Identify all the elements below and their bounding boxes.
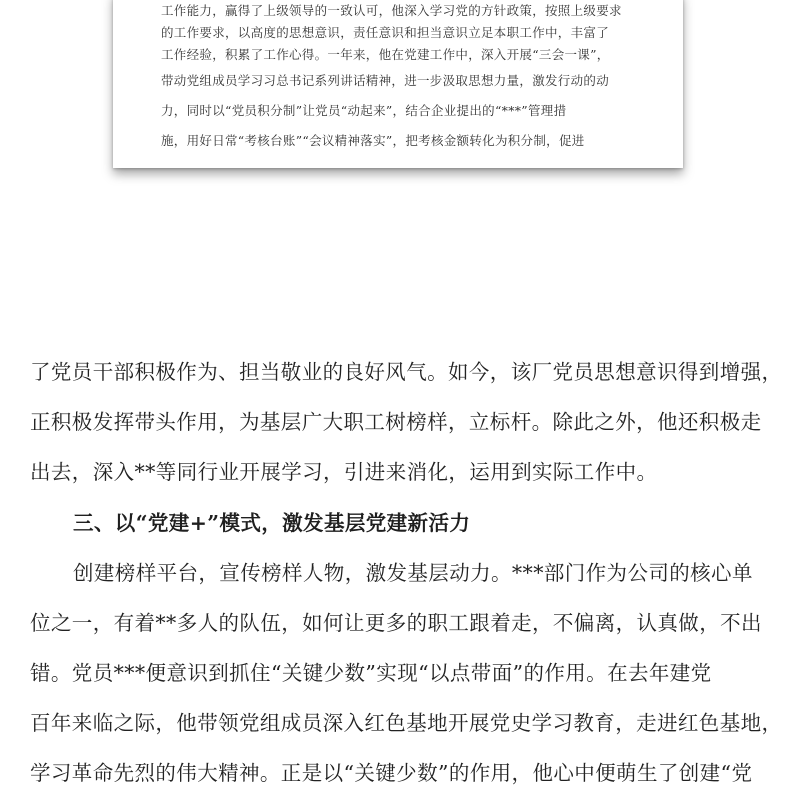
- paragraph-line: 学习革命先烈的伟大精神。正是以“关键少数”的作用，他心中便萌生了创建“党: [30, 761, 753, 785]
- section-heading: 三、以“党建+”模式，激发基层党建新活力: [73, 511, 471, 535]
- thumbnail-line: 的工作要求，以高度的思想意识，责任意识和担当意识立足本职工作中，丰富了: [161, 25, 610, 40]
- paragraph-line: 出去，深入**等同行业开展学习，引进来消化，运用到实际工作中。: [30, 460, 658, 484]
- paragraph-line: 百年来临之际，他带领党组成员深入红色基地开展党史学习教育，走进红色基地，: [30, 711, 783, 735]
- paragraph-line: 位之一，有着**多人的队伍，如何让更多的职工跟着走，不偏离，认真做，不出: [30, 611, 762, 635]
- document-thumbnail: [113, 0, 683, 168]
- thumbnail-line: 施，用好日常“考核台账”“会议精神落实”，把考核金额转化为积分制，促进: [161, 133, 585, 148]
- thumbnail-line: 力，同时以“党员积分制”让党员“动起来”，结合企业提出的“***”管理措: [161, 103, 567, 118]
- paragraph-line: 创建榜样平台，宣传榜样人物，激发基层动力。***部门作为公司的核心单: [73, 561, 753, 585]
- paragraph-line: 了党员干部积极作为、担当敬业的良好风气。如今，该厂党员思想意识得到增强，: [30, 360, 783, 384]
- paragraph-line: 正积极发挥带头作用，为基层广大职工树榜样，立标杆。除此之外，他还积极走: [30, 410, 762, 434]
- thumbnail-line: 工作经验，积累了工作心得。一年来，他在党建工作中，深入开展“三会一课”，: [161, 47, 610, 62]
- thumbnail-line: 带动党组成员学习习总书记系列讲话精神，进一步汲取思想力量，激发行动的动: [161, 73, 610, 88]
- thumbnail-line: 工作能力，赢得了上级领导的一致认可，他深入学习党的方针政策，按照上级要求: [161, 3, 622, 18]
- paragraph-line: 错。党员***便意识到抓住“关键少数”实现“以点带面”的作用。在去年建党: [30, 661, 712, 685]
